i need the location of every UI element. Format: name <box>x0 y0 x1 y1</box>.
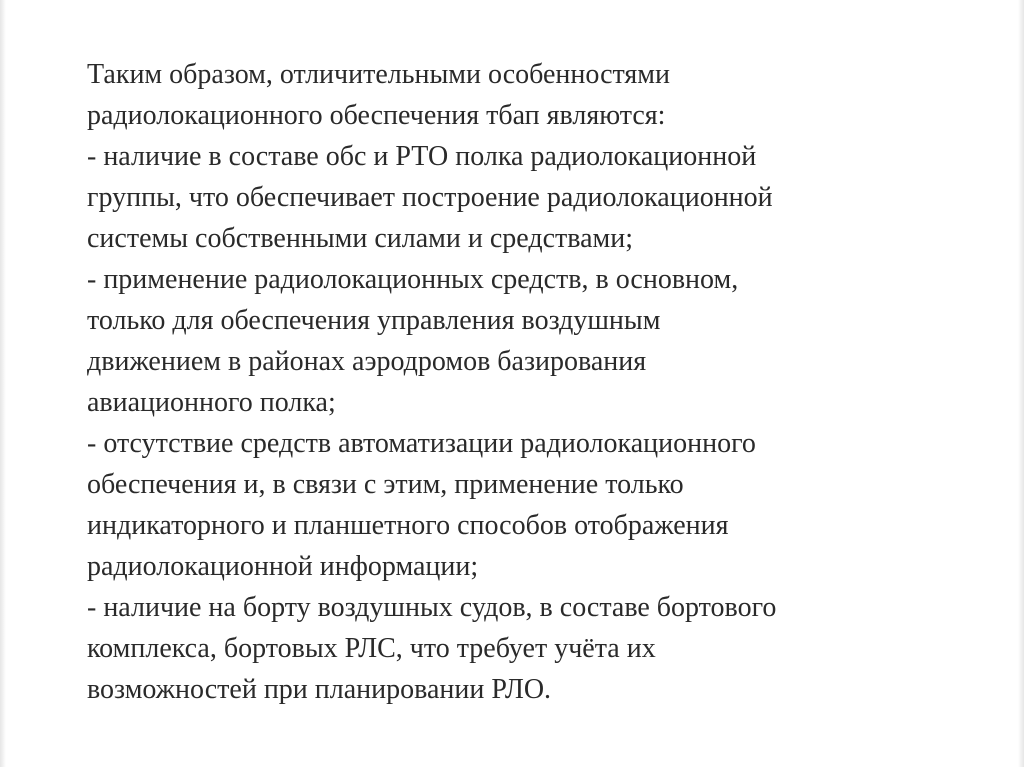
text-line: - наличие на борту воздушных судов, в составе бортового <box>87 592 777 623</box>
text-line: радиолокационной информации; <box>87 551 479 582</box>
text-line: индикаторного и планшетного способов отображения <box>87 510 729 541</box>
text-line: радиолокационного обеспечения тбап являются: <box>87 100 666 131</box>
text-line: группы, что обеспечивает построение радиолокационной <box>87 182 773 213</box>
text-line: - применение радиолокационных средств, в основном, <box>87 264 739 295</box>
text-line: комплекса, бортовых РЛС, что требует учёта их <box>87 633 656 664</box>
text-line: только для обеспечения управления воздушным <box>87 305 661 336</box>
text-line: - отсутствие средств автоматизации радиолокационного <box>87 428 756 459</box>
slide-body-text <box>87 54 987 710</box>
text-line: - наличие в составе обс и РТО полка радиолокационной <box>87 141 757 172</box>
text-line: авиационного полка; <box>87 387 336 418</box>
text-line: движением в районах аэродромов базирования <box>87 346 647 377</box>
text-line: обеспечения и, в связи с этим, применение только <box>87 469 684 500</box>
text-line: Таким образом, отличительными особенностями <box>87 59 670 90</box>
text-line: системы собственными силами и средствами; <box>87 223 633 254</box>
text-line: возможностей при планировании РЛО. <box>87 674 552 705</box>
